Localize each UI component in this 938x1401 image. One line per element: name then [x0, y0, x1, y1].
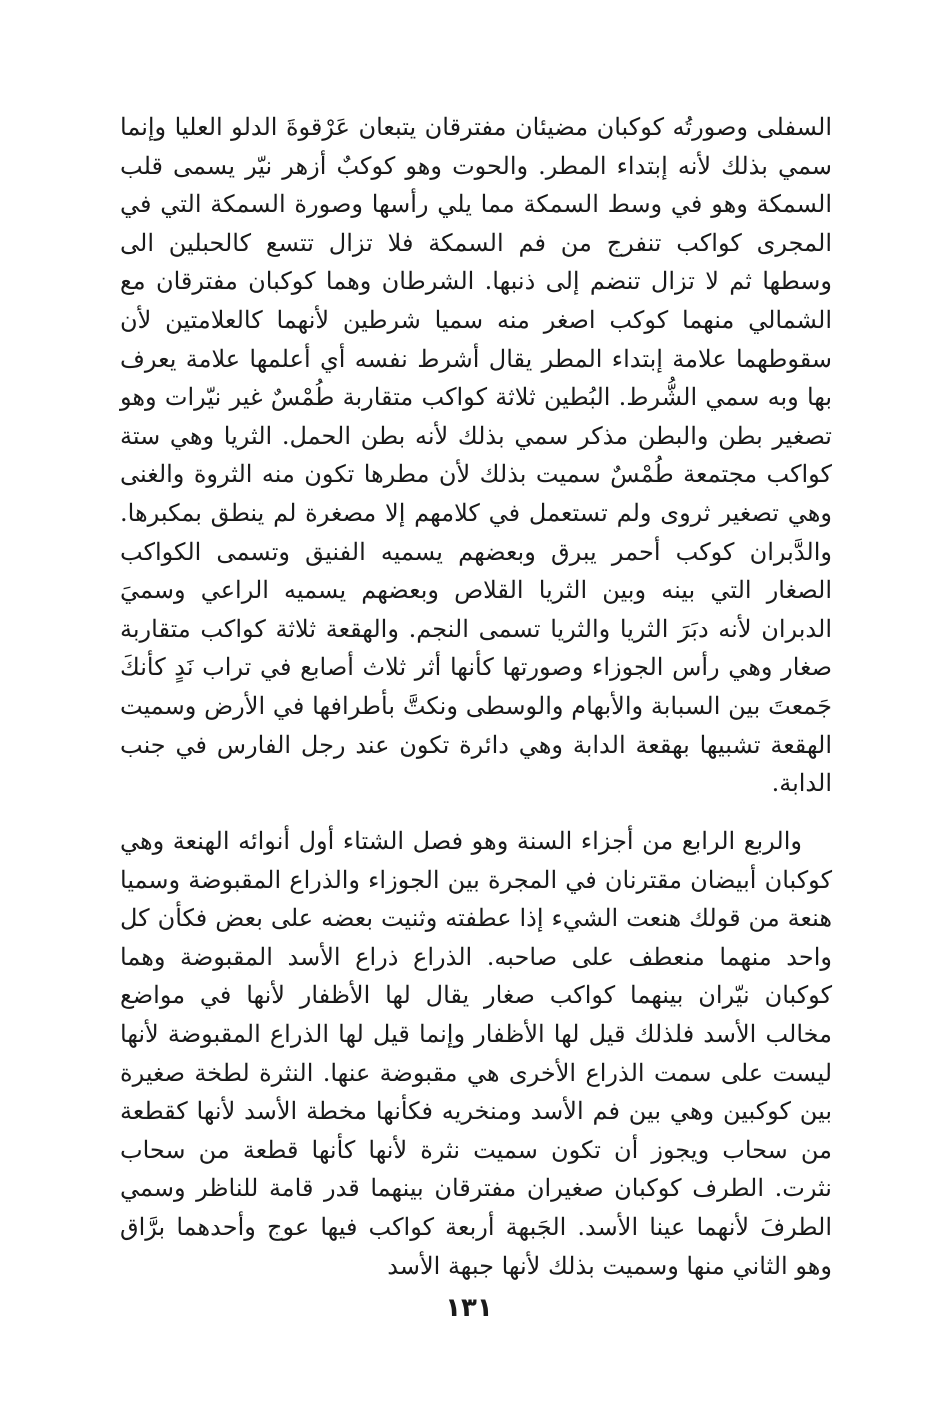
paragraph: والربع الرابع من أجزاء السنة وهو فصل الشتاء أول أنوائه الهنعة وهي كوكبان أبيضان مقترنان في المجرة بين الجوزاء والذراع المقبوضة وسميا هنعة من قولك هنعت الشيء إذا عطفته وثنيت بعضه على بعض فكأن كل واحد منهما منعطف على صاحبه. الذراع ذراع الأسد المقبوضة وهما كوكبان نيّران بينهما كواكب صغار يقال لها الأظفار لأنها في مواضع مخالب الأسد فلذلك قيل لها الأظفار وإنما قيل لها الذراع المقبوضة لأنها ليست على سمت الذراع الأخرى هي مقبوضة عنها. النثرة لطخة صغيرة بين كوكبين وهي بين فم الأسد ومنخريه فكأنها مخطة الأسد لأنها كقطعة من سحاب ويجوز أن تكون سميت نثرة لأنها كأنها قطعة من سحاب نثرت. الطرف كوكبان صغيران مفترقان بينهما قدر قامة للناظر وسمي الطرفَ لأنهما عينا الأسد. الجَبهة أربعة كواكب فيها عوج وأحدهما برَّاق وهو الثاني منها وسميت بذلك لأنها جبهة الأسد: [120, 827, 832, 1280]
page-number: ١٣١: [445, 1293, 493, 1323]
paragraph: السفلى وصورتُه كوكبان مضيئان مفترقان يتبعان عَرْقوةَ الدلو العليا وإنما سمي بذلك لأنه إبتداء المطر. والحوت وهو كوكبٌ أزهر نيّر يسمى قلب السمكة وهو في وسط السمكة مما يلي رأسها وصورة السمكة التي في المجرى كواكب تنفرج من فم السمكة فلا تزال تتسع كالحبلين الى وسطها ثم لا تزال تنضم إلى ذنبها. الشرطان وهما كوكبان مفترقان مع الشمالي منهما كوكب اصغر منه سميا شرطين لأنهما كالعلامتين لأن سقوطهما علامة إبتداء المطر يقال أشرط نفسه أي أعلمها علامة يعرف بها وبه سمي الشُّرط. البُطين ثلاثة كواكب متقاربة طُمْسٌ غير نيّرات وهو تصغير بطن والبطن مذكر سمي بذلك لأنه بطن الحمل. الثريا وهي ستة كواكب مجتمعة طُمْسٌ سميت بذلك لأن مطرها تكون منه الثروة والغنى وهي تصغير ثروى ولم تستعمل في كلامهم إلا مصغرة لم ينطق بمكبرها. والدَّبران كوكب أحمر يبرق وبعضهم يسميه الفنيق وتسمى الكواكب الصغار التي بينه وبين الثريا القلاص وبعضهم يسميه الراعي وسميَ الدبران لأنه دبَرَ الثريا والثريا تسمى النجم. والهقعة ثلاثة كواكب متقاربة صغار وهي رأس الجوزاء وصورتها كأنها أثر ثلاث أصابع في تراب نَدٍ كأنكَ جَمعتَ بين السبابة والأبهام والوسطى ونكتَّ بأطرافها في الأرض وسميت الهقعة تشبيها بهقعة الدابة وهي دائرة تكون عند رجل الفارس في جنب الدابة.: [120, 113, 833, 798]
body-text-paragraph-2: [120, 822, 832, 1285]
body-text-paragraph-1: [120, 108, 832, 803]
